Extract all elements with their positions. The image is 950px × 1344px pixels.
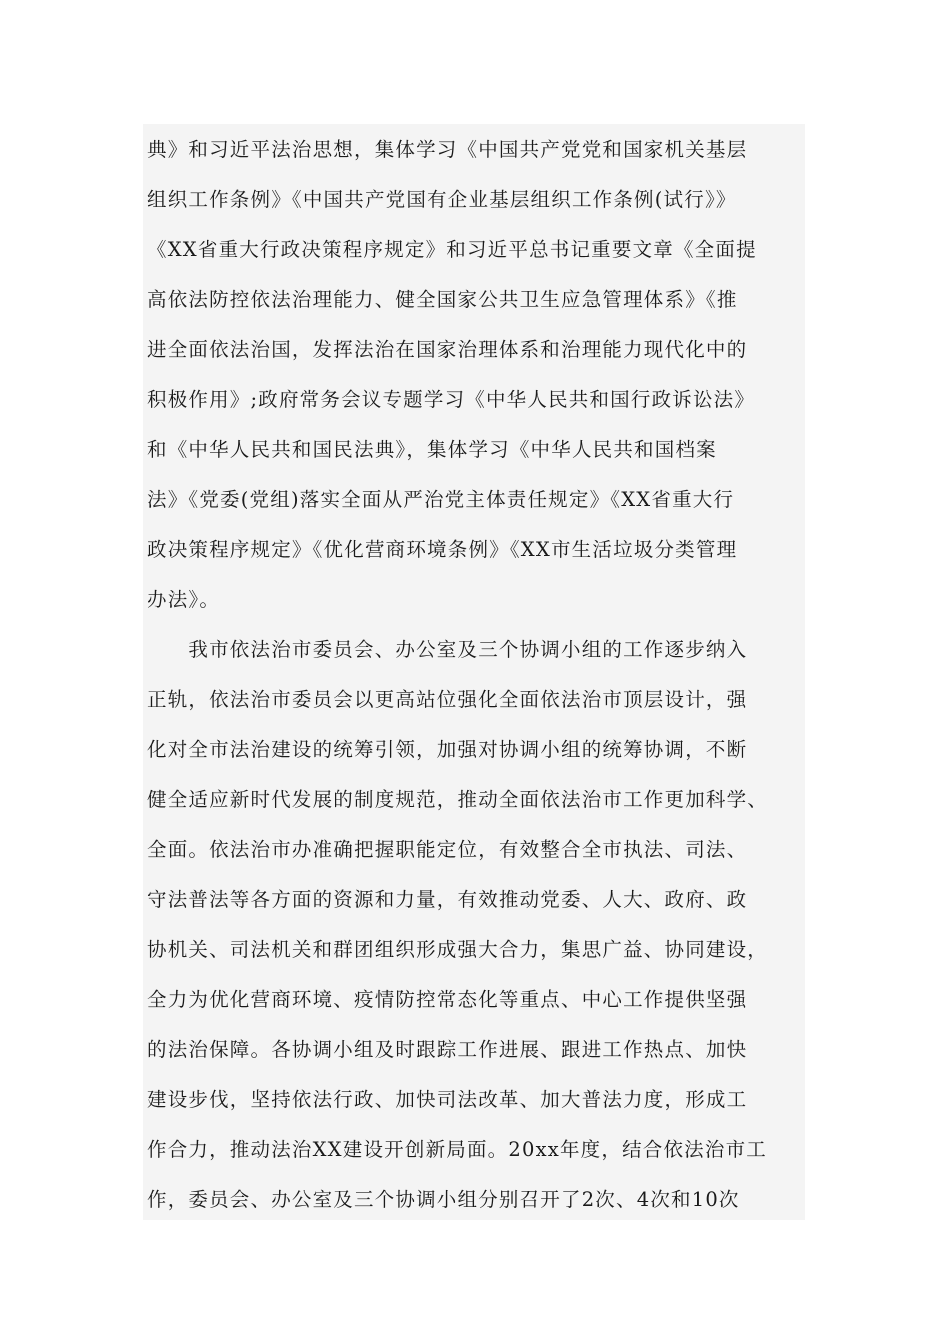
text-line: 化对全市法治建设的统筹引领，加强对协调小组的统筹协调，不断	[147, 738, 748, 761]
text-line: 作，委员会、办公室及三个协调小组分别召开了2次、4次和10次	[147, 1188, 740, 1211]
text-line: 法》《党委(党组)落实全面从严治党主体责任规定》《XX省重大行	[147, 488, 735, 511]
body-text	[143, 124, 805, 1220]
text-line: 《XX省重大行政决策程序规定》和习近平总书记重要文章《全面提	[147, 238, 757, 261]
text-line: 政决策程序规定》《优化营商环境条例》《XX市生活垃圾分类管理	[147, 538, 738, 561]
text-line: 全力为优化营商环境、疫情防控常态化等重点、中心工作提供坚强	[147, 988, 748, 1011]
text-line: 协机关、司法机关和群团组织形成强大合力，集思广益、协同建设，	[147, 938, 769, 961]
text-line: 积极作用》;政府常务会议专题学习《中华人民共和国行政诉讼法》	[147, 388, 756, 411]
text-line: 守法普法等各方面的资源和力量，有效推动党委、人大、政府、政	[147, 888, 748, 911]
text-line: 健全适应新时代发展的制度规范，推动全面依法治市工作更加科学、	[147, 788, 769, 811]
text-line: 办法》。	[147, 588, 221, 611]
text-line: 进全面依法治国，发挥法治在国家治理体系和治理能力现代化中的	[147, 338, 748, 361]
text-line: 建设步伐，坚持依法行政、加快司法改革、加大普法力度，形成工	[147, 1088, 748, 1111]
text-line: 高依法防控依法治理能力、健全国家公共卫生应急管理体系》《推	[147, 288, 738, 311]
text-line: 典》和习近平法治思想，集体学习《中国共产党党和国家机关基层	[147, 138, 748, 161]
text-line: 作合力，推动法治XX建设开创新局面。20xx年度，结合依法治市工	[147, 1138, 767, 1161]
text-line: 的法治保障。各协调小组及时跟踪工作进展、跟进工作热点、加快	[147, 1038, 748, 1061]
text-line: 我市依法治市委员会、办公室及三个协调小组的工作逐步纳入	[147, 638, 748, 661]
text-line: 正轨，依法治市委员会以更高站位强化全面依法治市顶层设计，强	[147, 688, 748, 711]
text-line: 全面。依法治市办准确把握职能定位，有效整合全市执法、司法、	[147, 838, 748, 861]
text-line: 和《中华人民共和国民法典》，集体学习《中华人民共和国档案	[147, 438, 717, 461]
text-line: 组织工作条例》《中国共产党国有企业基层组织工作条例(试行》》	[147, 188, 737, 211]
